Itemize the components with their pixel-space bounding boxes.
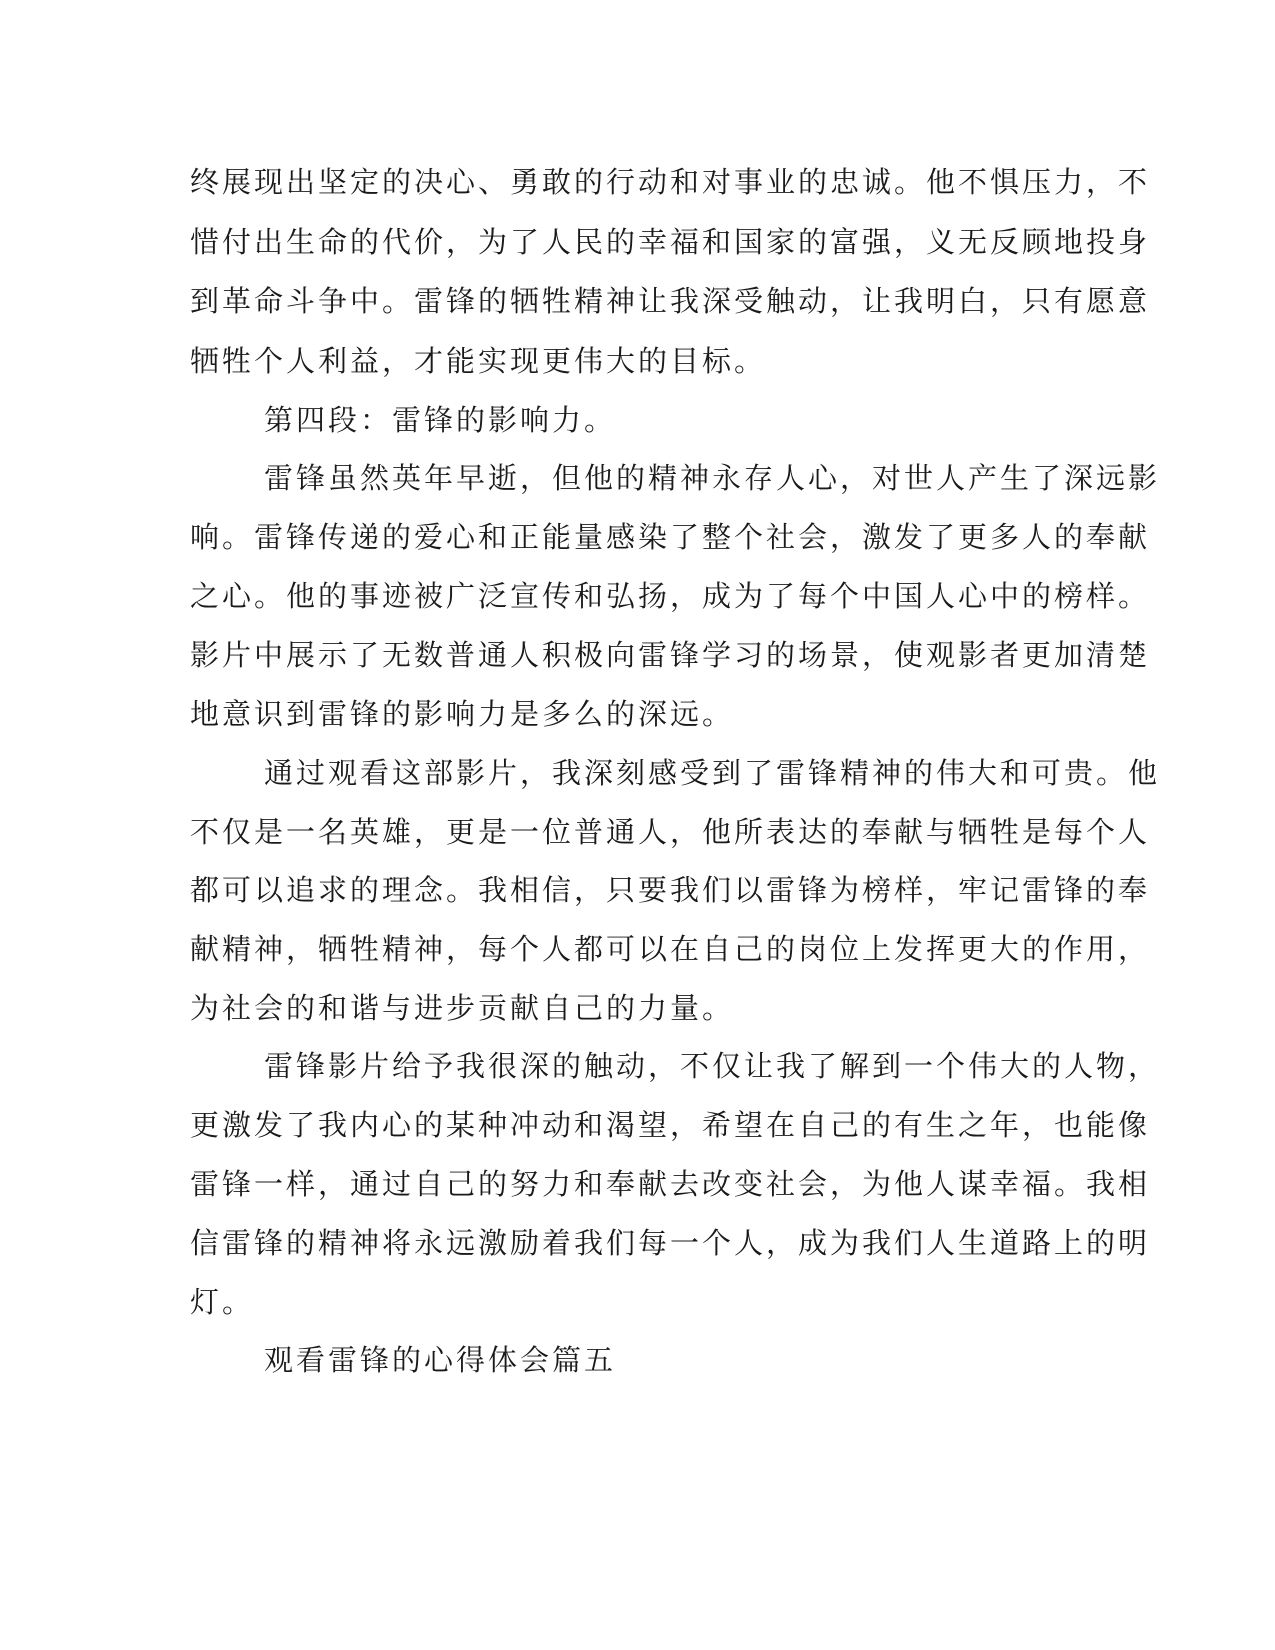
text-line: 地意识到雷锋的影响力是多么的深远。 [190,697,735,731]
text-line: 为社会的和谐与进步贡献自己的力量。 [190,991,735,1025]
text-line: 到革命斗争中。雷锋的牺牲精神让我深受触动，让我明白，只有愿意 [190,284,1151,318]
section-heading: 观看雷锋的心得体会篇五 [264,1343,617,1377]
text-line: 之心。他的事迹被广泛宣传和弘扬，成为了每个中国人心中的榜样。 [190,579,1151,613]
text-line: 雷锋影片给予我很深的触动，不仅让我了解到一个伟大的人物， [264,1049,1161,1083]
text-line: 更激发了我内心的某种冲动和渴望，希望在自己的有生之年，也能像 [190,1108,1151,1142]
section-heading: 第四段：雷锋的影响力。 [264,403,617,437]
text-line: 惜付出生命的代价，为了人民的幸福和国家的富强，义无反顾地投身 [190,225,1151,259]
text-line: 牺牲个人利益，才能实现更伟大的目标。 [190,344,767,378]
text-line: 通过观看这部影片，我深刻感受到了雷锋精神的伟大和可贵。他 [264,756,1161,790]
text-line: 影片中展示了无数普通人积极向雷锋学习的场景，使观影者更加清楚 [190,638,1151,672]
text-line: 雷锋一样，通过自己的努力和奉献去改变社会，为他人谋幸福。我相 [190,1167,1151,1201]
text-line: 不仅是一名英雄，更是一位普通人，他所表达的奉献与牺牲是每个人 [190,815,1151,849]
text-line: 献精神，牺牲精神，每个人都可以在自己的岗位上发挥更大的作用， [190,932,1151,966]
text-line: 终展现出坚定的决心、勇敢的行动和对事业的忠诚。他不惧压力，不 [190,165,1151,199]
text-line: 响。雷锋传递的爱心和正能量感染了整个社会，激发了更多人的奉献 [190,520,1151,554]
text-line: 都可以追求的理念。我相信，只要我们以雷锋为榜样，牢记雷锋的奉 [190,873,1151,907]
text-line: 信雷锋的精神将永远激励着我们每一个人，成为我们人生道路上的明 [190,1226,1151,1260]
text-line: 灯。 [190,1285,255,1319]
text-line: 雷锋虽然英年早逝，但他的精神永存人心，对世人产生了深远影 [264,461,1161,495]
